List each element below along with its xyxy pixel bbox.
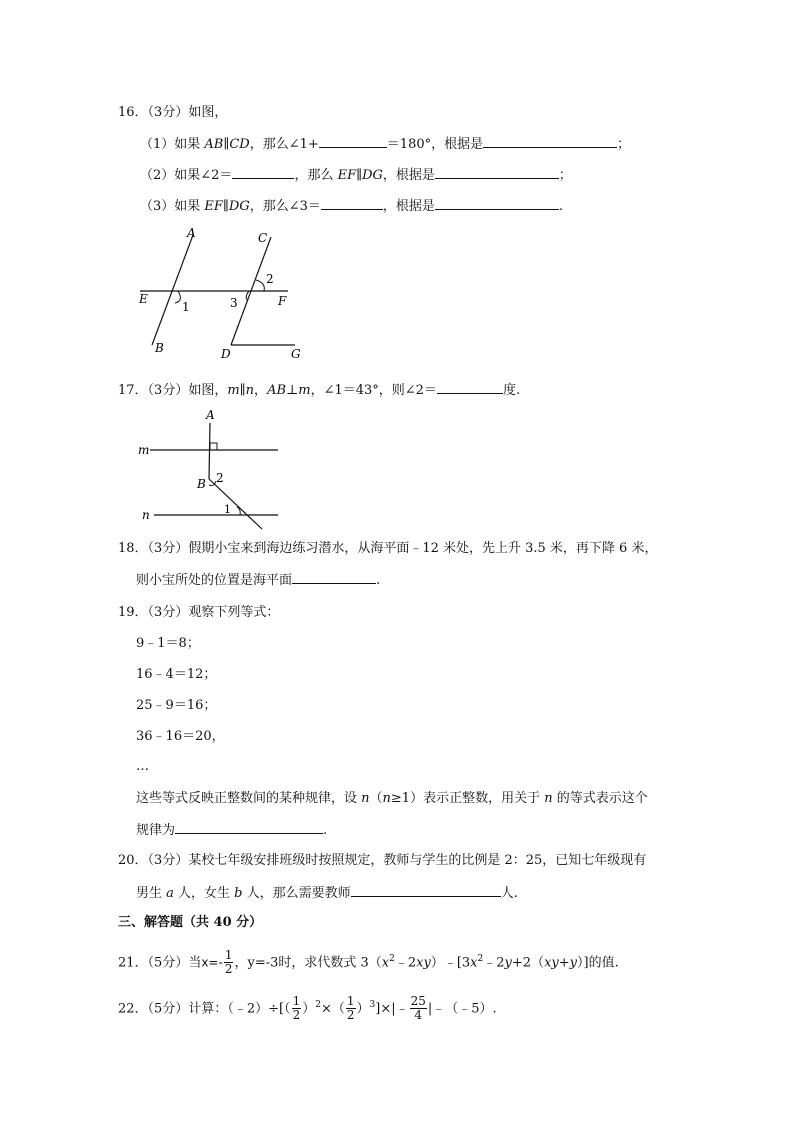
q16-blank-2[interactable] — [483, 135, 617, 148]
label-b: B — [155, 341, 164, 355]
angle-2-arc — [256, 280, 264, 291]
label-c: C — [258, 231, 268, 245]
q16-blank-3[interactable] — [232, 166, 294, 179]
line-from-b — [209, 479, 262, 529]
q22-fraction-1: $\frac{1}{2}$ — [292, 994, 301, 1023]
q19-eq-2: 16﹣4＝12； — [136, 667, 217, 682]
q16-head: 16．（3分）如图， — [118, 105, 228, 120]
q19-text-1: 这些等式反映正整数间的某种规律，设 n（n≥1）表示正整数，用关于 n 的等式表示这个 — [136, 791, 648, 806]
label-n: n — [142, 508, 150, 522]
q20-blank[interactable] — [351, 884, 501, 897]
q19-eq-1: 9﹣1＝8； — [136, 636, 200, 651]
angle-1-arc — [175, 291, 180, 303]
label-g: G — [291, 347, 301, 361]
label-m: m — [138, 443, 150, 457]
label-e: E — [139, 292, 148, 306]
q18-line-2: 则小宝所处的位置是海平面 . — [136, 573, 381, 588]
label-angle-2: 2 — [216, 471, 224, 485]
q16-part2: （2）如果∠2＝ ，那么 EF∥DG，根据是 ； — [140, 168, 572, 183]
q20-line-1: 20．（3分）某校七年级安排班级时按照规定，教师与学生的比例是 2：25，已知七年级现有 — [118, 853, 647, 868]
q20-line-2: 男生 a 人，女生 b 人，那么需要教师 人. — [136, 886, 518, 901]
q19-blank[interactable] — [175, 821, 323, 834]
q18-blank[interactable] — [292, 571, 376, 584]
q22-fraction-3: $\frac{25}{4}$ — [410, 994, 426, 1023]
line-ab — [152, 235, 193, 345]
q18-line-1: 18．（3分）假期小宝来到海边练习潜水，从海平面﹣12 米处，先上升 3.5 米，再下降 6 米， — [118, 541, 658, 556]
label-angle-3: 3 — [230, 296, 238, 310]
label-angle-1: 1 — [182, 300, 190, 314]
q16-part3: （3）如果 EF∥DG，那么∠3＝ ，根据是 . — [140, 199, 564, 214]
q21-text: 21．（5分）当x=- $\frac{1}{2}$ ，y=-3时，求代数式 $3(x^2﹣2xy)﹣[3x^2﹣2y+2(xy+y)]$的值. — [118, 948, 619, 977]
label-d: D — [221, 347, 231, 361]
q19-head: 19．（3分）观察下列等式： — [118, 605, 280, 620]
label-a: A — [206, 408, 215, 422]
q16-part1: （1）如果 AB∥CD，那么∠1+ ＝180°，根据是 ； — [140, 137, 631, 152]
q22-text: 22．（5分）计算：（﹣2）÷[（ $\frac{1}{2}$ ）$^2$×（ $\frac{1}{2}$ ）$^3$]×|﹣ $\frac{25}{4}$ |﹣（﹣5）. — [118, 994, 497, 1023]
q16-blank-4[interactable] — [435, 166, 559, 179]
q19-eq-3: 25﹣9＝16； — [136, 698, 217, 713]
label-angle-1: 1 — [224, 503, 231, 516]
q16-blank-6[interactable] — [435, 197, 559, 210]
segment-ab — [209, 423, 210, 479]
q19-ellipsis: … — [136, 759, 149, 774]
section-3-title: 三、解答题（共 40 分） — [118, 915, 263, 930]
q17-text: 17．（3分）如图，m∥n，AB⊥m，∠1＝43°，则∠2＝ 度. — [118, 383, 521, 398]
label-f: F — [278, 294, 287, 308]
q22-fraction-2: $\frac{1}{2}$ — [346, 994, 355, 1023]
q19-eq-4: 36﹣16＝20， — [136, 729, 225, 744]
q17-blank[interactable] — [437, 381, 503, 394]
q16-figure — [130, 225, 320, 370]
q21-fraction: $\frac{1}{2}$ — [224, 948, 233, 977]
q16-blank-1[interactable] — [319, 135, 387, 148]
q19-text-2: 规律为 . — [136, 823, 328, 838]
label-angle-2: 2 — [266, 272, 274, 286]
label-a: A — [187, 226, 196, 240]
q17-figure — [130, 405, 290, 533]
q16-blank-5[interactable] — [321, 197, 383, 210]
right-angle-mark — [210, 443, 217, 450]
label-b: B — [197, 477, 206, 491]
